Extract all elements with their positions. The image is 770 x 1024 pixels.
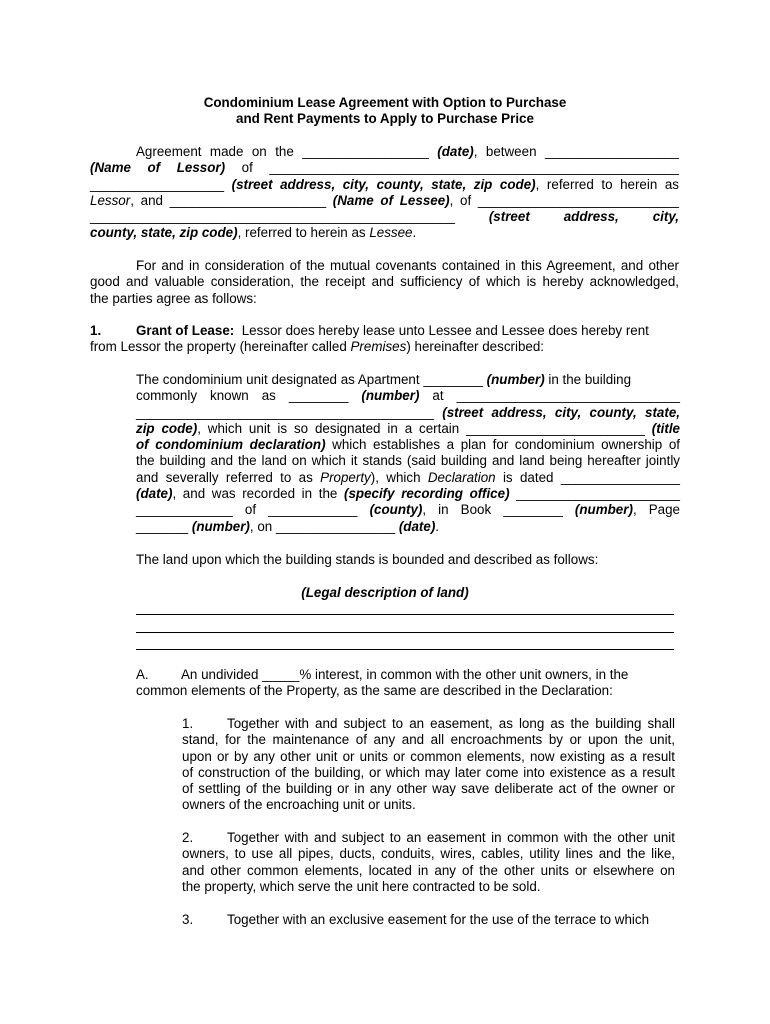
legal-description-line xyxy=(136,632,674,633)
unit-line: the building and the land on which it stands (said building and land being hereafter jointly xyxy=(136,453,680,469)
unit-line: ________________________________________ (street address, city, county, state, xyxy=(136,404,680,420)
intro-line: _________________________________________________ (street address, city, xyxy=(90,209,679,225)
sub-2-line: owners, to use all pipes, ducts, conduits, wires, cables, utility lines and the like, xyxy=(182,846,675,862)
sub-2-line: and other common elements, located in any of the other units or elsewhere on xyxy=(182,862,675,878)
sub-1-line: of construction of the building, or which may later come into existence as a result xyxy=(182,764,675,780)
sub-1-line: upon or by any other unit or units or common elements, now existing as a result xyxy=(182,748,675,764)
unit-line: and severally referred to as Property), which Declaration is dated ________________ xyxy=(136,469,680,485)
consideration-line: good and valuable consideration, the receipt and sufficiency of which is hereby acknowledged, xyxy=(90,274,679,290)
sub-item-3 xyxy=(182,912,675,928)
section-1-grant-of-lease xyxy=(90,323,679,356)
item-a-line: common elements of the Property, as the same are described in the Declaration: xyxy=(136,683,613,699)
section-1-line: 1. Grant of Lease: Lessor does hereby lease unto Lessee and Lessee does hereby rent xyxy=(90,323,649,338)
intro-line: Agreement made on the _________________ (date), between __________________ xyxy=(136,144,679,159)
section-heading: Grant of Lease: xyxy=(136,323,235,338)
land-intro: The land upon which the building stands is bounded and described as follows: xyxy=(136,552,599,567)
intro-line: Lessor, and _____________________ (Name of Lessee), of ___________________________ xyxy=(90,192,679,208)
sub-1-line: of settling of the building or in any other way save deliberate act of the owner or xyxy=(182,781,675,797)
sub-2-line: the property, which serve the unit here contracted to be sold. xyxy=(182,878,541,894)
intro-line: (Name of Lessor) of _______________________________________________________ xyxy=(90,160,679,176)
title-line-1: Condominium Lease Agreement with Option to Purchase xyxy=(203,95,567,110)
intro-line: __________________ (street address, city, county, state, zip code), referred to herein as xyxy=(90,176,679,192)
item-a xyxy=(136,667,680,700)
unit-line: commonly known as ________ (number) at ______________________________ xyxy=(136,388,680,404)
legal-description-label: (Legal description of land) xyxy=(301,585,469,600)
unit-description xyxy=(136,372,680,535)
unit-line: of condominium declaration) which establishes a plan for condominium ownership of xyxy=(136,437,680,453)
title-line-2: and Rent Payments to Apply to Purchase Price xyxy=(236,111,534,127)
consideration-paragraph xyxy=(90,258,679,307)
consideration-line: the parties agree as follows: xyxy=(90,290,257,306)
sub-1-line: 1. Together with and subject to an easement, as long as the building shall xyxy=(182,716,675,731)
item-a-line: A. An undivided _____% interest, in common with the other unit owners, in the xyxy=(136,667,629,682)
intro-paragraph xyxy=(90,144,679,242)
sub-item-2 xyxy=(182,830,675,895)
consideration-line: For and in consideration of the mutual covenants contained in this Agreement, and other xyxy=(136,258,679,273)
sub-item-1 xyxy=(182,716,675,814)
unit-line: _______ (number), on ________________ (date). xyxy=(136,518,440,534)
sub-3-line: 3. Together with an exclusive easement for the use of the terrace to which xyxy=(182,912,650,927)
unit-line: zip code), which unit is so designated in a certain ________________________ (title xyxy=(136,420,680,436)
section-number: 1. xyxy=(90,323,102,338)
unit-line: _____________ of ____________ (county), in Book ________ (number), Page xyxy=(136,502,681,518)
unit-line: The condominium unit designated as Apartment ________ (number) in the building xyxy=(136,372,632,387)
sub-2-line: 2. Together with and subject to an easement in common with the other unit xyxy=(182,830,675,845)
intro-line: county, state, zip code), referred to herein as Lessee. xyxy=(90,225,417,241)
legal-description-line xyxy=(136,614,674,615)
sub-1-line: owners of the encroaching unit or units. xyxy=(182,797,416,813)
legal-description-line xyxy=(136,649,674,650)
sub-1-line: stand, for the maintenance of any and all encroachments by or upon the unit, xyxy=(182,732,675,748)
document-title xyxy=(0,95,770,128)
section-1-line: from Lessor the property (hereinafter called Premises) hereinafter described: xyxy=(90,339,545,355)
unit-line: (date), and was recorded in the (specify recording office) ______________________ xyxy=(136,486,680,502)
